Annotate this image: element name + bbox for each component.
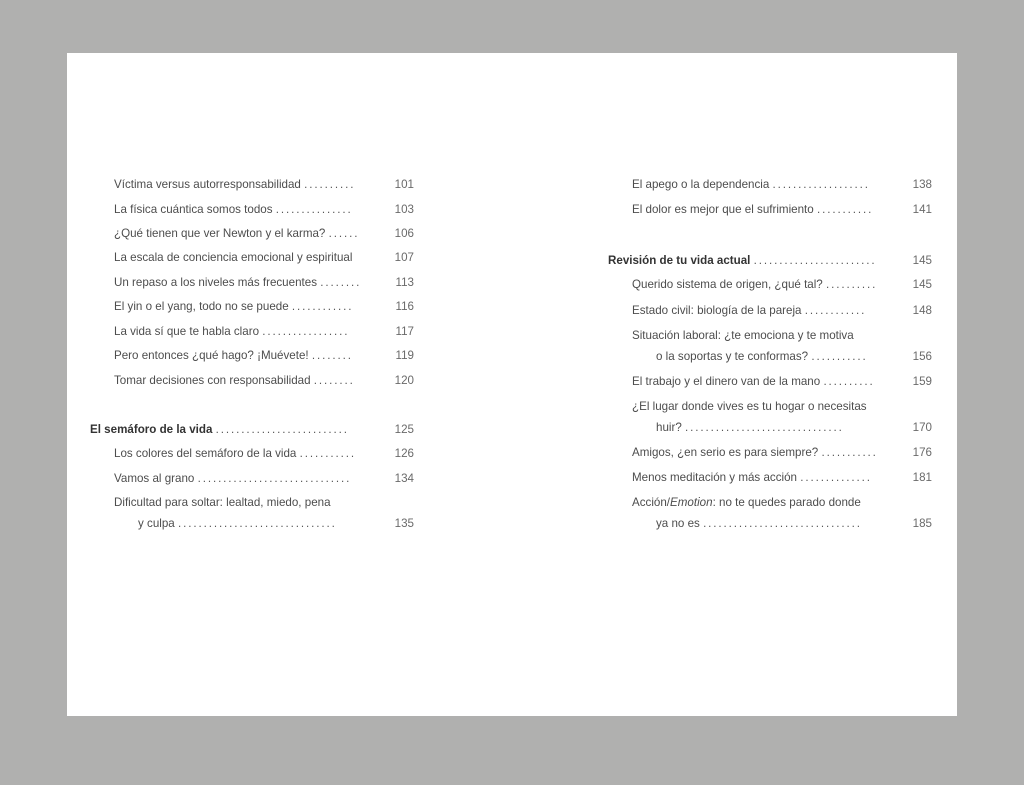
leader-dots: ...... (328, 227, 360, 240)
toc-page-number: 159 (912, 375, 932, 388)
toc-entry[interactable] (632, 178, 870, 192)
toc-page-number: 103 (394, 203, 414, 216)
toc-page-number: 113 (395, 276, 414, 289)
toc-page-number: 145 (912, 254, 932, 267)
toc-page-number: 126 (394, 447, 414, 460)
leader-dots: ........ (313, 374, 355, 387)
toc-entry-title: Acción/ (632, 496, 671, 509)
toc-entry[interactable] (114, 227, 359, 241)
leader-dots: ............... (275, 203, 353, 216)
toc-entry[interactable] (114, 203, 353, 217)
toc-entry[interactable] (114, 276, 361, 290)
toc-entry-title: Situación laboral: ¿te emociona y te motiva (632, 329, 854, 342)
toc-entry[interactable] (114, 496, 331, 510)
toc-section-title: El semáforo de la vida (90, 423, 213, 436)
toc-entry-continuation[interactable] (656, 517, 862, 531)
toc-entry-title: Víctima versus autorresponsabilidad (114, 178, 301, 191)
leader-dots: .............................. (197, 472, 352, 485)
toc-entry-continuation[interactable] (656, 350, 868, 364)
toc-entry-title: El apego o la dependencia (632, 178, 770, 191)
toc-entry-title: La física cuántica somos todos (114, 203, 273, 216)
leader-dots: ............ (804, 304, 867, 317)
toc-entry-title: Vamos al grano (114, 472, 195, 485)
leader-dots: .......... (823, 375, 875, 388)
toc-entry-title: : no te quedes parado donde (712, 496, 861, 509)
toc-entry-continuation[interactable] (138, 517, 337, 531)
toc-entry-title: El trabajo y el dinero van de la mano (632, 375, 821, 388)
toc-entry-continuation[interactable] (656, 421, 844, 435)
book-spread (67, 53, 957, 716)
toc-page-number: 148 (912, 304, 932, 317)
toc-entry-title: Menos meditación y más acción (632, 471, 797, 484)
toc-page-number: 176 (912, 446, 932, 459)
toc-page-number: 170 (912, 421, 932, 434)
toc-entry-title: Amigos, ¿en serio es para siempre? (632, 446, 819, 459)
toc-entry[interactable] (114, 374, 355, 388)
toc-entry[interactable] (632, 400, 867, 414)
toc-entry-title: Dificultad para soltar: lealtad, miedo, pena (114, 496, 331, 509)
toc-entry[interactable] (632, 375, 875, 389)
toc-page-number: 119 (395, 349, 414, 362)
leader-dots: ........... (299, 447, 356, 460)
toc-page-number: 107 (394, 251, 414, 264)
leader-dots: ........... (816, 203, 874, 216)
toc-entry[interactable] (114, 325, 349, 339)
toc-entry-title: Tomar decisiones con responsabilidad (114, 374, 311, 387)
toc-entry-title: Un repaso a los niveles más frecuentes (114, 276, 317, 289)
leader-dots: ................... (772, 178, 870, 191)
toc-entry-title: Querido sistema de origen, ¿qué tal? (632, 278, 823, 291)
toc-page-number: 106 (394, 227, 414, 240)
toc-page-number: 181 (912, 471, 932, 484)
toc-page-number: 125 (394, 423, 414, 436)
toc-entry-title: Pero entonces ¿qué hago? ¡Muévete! (114, 349, 309, 362)
toc-section-heading[interactable] (608, 254, 877, 268)
toc-page-number: 141 (912, 203, 932, 216)
toc-entry-title: ¿Qué tienen que ver Newton y el karma? (114, 227, 326, 240)
leader-dots: ........... (811, 350, 868, 363)
toc-entry[interactable] (632, 471, 872, 485)
toc-page-number: 138 (912, 178, 932, 191)
leader-dots: ........ (311, 349, 353, 362)
toc-entry-title: Los colores del semáforo de la vida (114, 447, 297, 460)
toc-page-number: 145 (912, 278, 932, 291)
leader-dots: .......... (826, 278, 878, 291)
toc-entry-title: La vida sí que te habla claro (114, 325, 260, 338)
toc-entry[interactable] (114, 251, 352, 265)
leader-dots: ........ (320, 276, 362, 289)
toc-entry-title: Estado civil: biología de la pareja (632, 304, 802, 317)
toc-entry-title: ya no es (656, 517, 700, 530)
toc-entry-title: El dolor es mejor que el sufrimiento (632, 203, 814, 216)
toc-section-heading[interactable] (90, 423, 349, 437)
toc-entry[interactable] (632, 304, 866, 318)
toc-entry-title: y culpa (138, 517, 175, 530)
toc-entry[interactable] (114, 300, 353, 314)
toc-page-number: 120 (394, 374, 414, 387)
toc-page-number: 117 (395, 325, 414, 338)
toc-page-number: 156 (912, 350, 932, 363)
toc-entry[interactable] (114, 178, 355, 192)
leader-dots: .......... (304, 178, 356, 191)
toc-entry[interactable] (114, 472, 351, 486)
toc-entry-title: ¿El lugar donde vives es tu hogar o necesitas (632, 400, 867, 413)
toc-entry[interactable] (114, 349, 353, 363)
leader-dots: ............................... (703, 517, 862, 530)
leader-dots: ............ (291, 300, 354, 313)
leader-dots: ........... (821, 446, 878, 459)
toc-page-number: 135 (394, 517, 414, 530)
toc-entry-title-emphasis: Emotion (670, 496, 713, 509)
leader-dots: ................. (262, 325, 350, 338)
toc-section-title: Revisión de tu vida actual (608, 254, 751, 267)
leader-dots: .............. (800, 471, 872, 484)
leader-dots: ............................... (685, 421, 844, 434)
toc-page-number: 101 (394, 178, 414, 191)
toc-entry-title: El yin o el yang, todo no se puede (114, 300, 289, 313)
toc-entry[interactable] (632, 496, 861, 510)
toc-entry-title: La escala de conciencia emocional y espiritual (114, 251, 353, 264)
toc-entry[interactable] (632, 278, 877, 292)
leader-dots: ............................... (177, 517, 337, 530)
toc-entry-title: o la soportas y te conformas? (656, 350, 809, 363)
toc-entry[interactable] (632, 203, 873, 217)
toc-page-number: 185 (912, 517, 932, 530)
toc-entry-title: huir? (656, 421, 682, 434)
toc-page-number: 116 (395, 300, 414, 313)
leader-dots: ........................ (753, 254, 877, 267)
leader-dots: .......................... (215, 423, 349, 436)
toc-entry[interactable] (114, 447, 356, 461)
toc-entry[interactable] (632, 329, 854, 343)
toc-page-number: 134 (394, 472, 414, 485)
toc-entry[interactable] (632, 446, 878, 460)
